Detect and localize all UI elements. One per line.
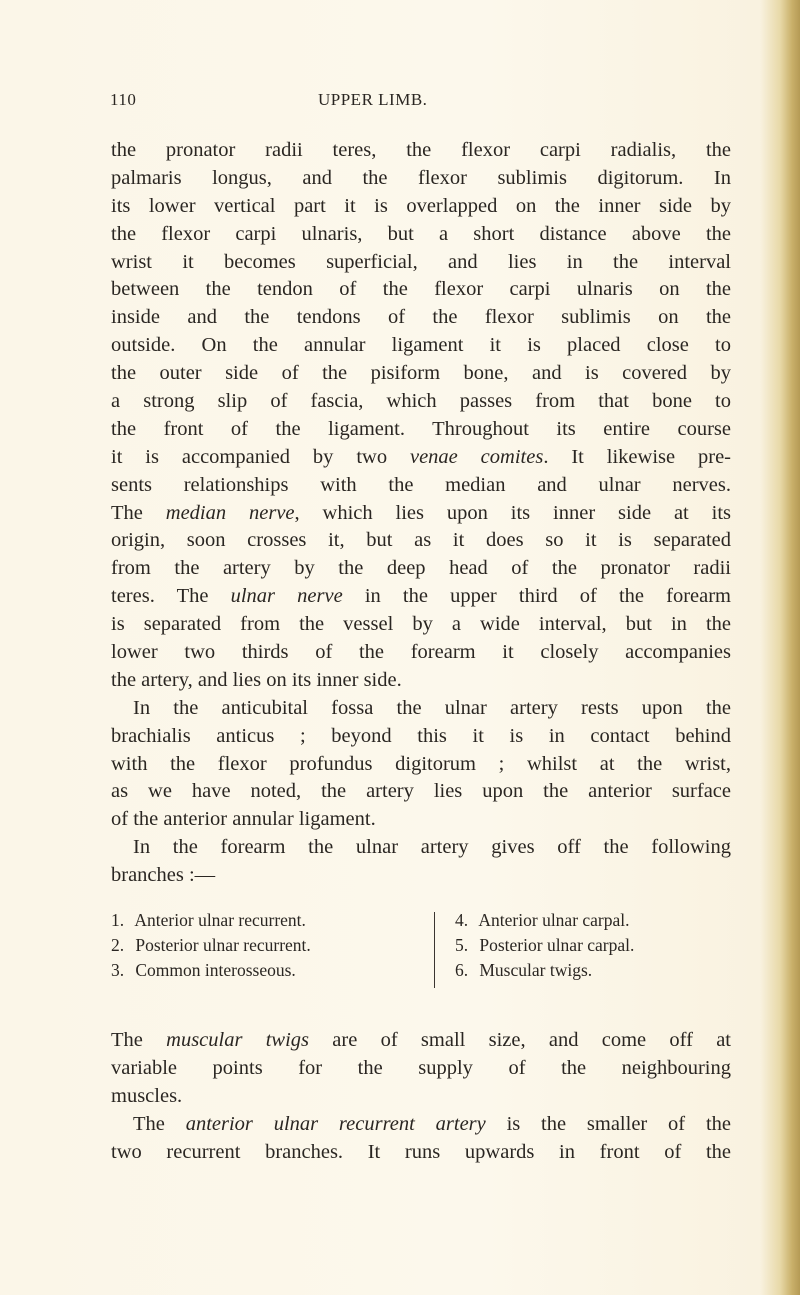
text-run: , which lies upon its inner side at its	[294, 501, 731, 524]
italic-term: ulnar nerve	[230, 585, 343, 608]
text-run: variable points for the supply of the neighbouring	[111, 1056, 731, 1079]
text-line	[111, 611, 731, 639]
text-line	[111, 416, 731, 444]
text-run: it is accompanied by two	[111, 445, 410, 468]
italic-term: venae comites	[409, 445, 544, 468]
text-run: palmaris longus, and the flexor sublimis digitorum. In	[111, 166, 731, 189]
text-line	[111, 639, 731, 667]
text-line	[111, 444, 731, 472]
text-run: outside. On the annular ligament it is placed close to	[111, 334, 731, 357]
text-run: origin, soon crosses it, but as it does so it is separated	[111, 529, 731, 552]
text-line	[111, 1055, 731, 1083]
page-number: 110	[110, 90, 137, 109]
text-run: two recurrent branches. It runs upwards in front of the	[111, 1140, 731, 1163]
text-line	[111, 778, 731, 806]
running-title: UPPER LIMB.	[318, 90, 428, 109]
branch-item	[455, 933, 715, 958]
branch-label: Muscular twigs.	[475, 960, 593, 980]
branch-number: 6.	[455, 960, 469, 980]
body-text-top	[111, 137, 731, 890]
text-line	[111, 304, 731, 332]
text-line	[111, 806, 731, 834]
text-run: muscles.	[111, 1084, 183, 1107]
branch-label: Posterior ulnar carpal.	[475, 935, 635, 955]
branch-item	[455, 908, 715, 933]
text-run: sents relationships with the median and ulnar nerves.	[111, 473, 731, 496]
text-line	[111, 862, 731, 890]
branch-item	[111, 933, 431, 958]
text-run: brachialis anticus ; beyond this it is in contact behind	[111, 724, 731, 747]
branch-number: 1.	[111, 910, 125, 930]
text-run: between the tendon of the flexor carpi ulnaris on the	[111, 278, 731, 301]
text-run: lower two thirds of the forearm it closely accompanies	[111, 641, 731, 664]
column-divider	[434, 912, 435, 988]
text-line	[111, 583, 731, 611]
branch-label: Anterior ulnar carpal.	[475, 910, 630, 930]
text-line	[111, 249, 731, 277]
branch-number: 5.	[455, 935, 469, 955]
branch-number: 3.	[111, 960, 125, 980]
text-line	[111, 667, 731, 695]
text-run: as we have noted, the artery lies upon the anterior surface	[111, 780, 731, 803]
text-line	[111, 193, 731, 221]
text-run: the flexor carpi ulnaris, but a short distance above the	[111, 222, 731, 245]
text-run: a strong slip of fascia, which passes from that bone to	[111, 390, 731, 413]
text-line	[111, 527, 731, 555]
text-run: the artery, and lies on its inner side.	[111, 668, 402, 691]
text-run: branches :—	[111, 864, 216, 887]
text-run: its lower vertical part it is overlapped on the inner side by	[111, 194, 731, 217]
text-line	[111, 834, 731, 862]
text-run: in the upper third of the forearm	[342, 585, 731, 608]
italic-term: median nerve	[165, 501, 295, 524]
text-line	[111, 276, 731, 304]
text-line	[111, 165, 731, 193]
text-run: of the anterior annular ligament.	[111, 808, 376, 831]
text-line	[111, 388, 731, 416]
branch-item	[111, 908, 431, 933]
text-run: The	[111, 1029, 167, 1051]
text-run: . It likewise pre-	[543, 445, 731, 468]
text-run: is separated from the vessel by a wide interval, but in the	[111, 613, 731, 636]
text-run: The	[111, 501, 166, 524]
text-line	[111, 221, 731, 249]
text-line	[111, 1139, 731, 1167]
text-run: In the anticubital fossa the ulnar artery rests upon the	[133, 696, 731, 719]
text-line	[111, 751, 731, 779]
text-run: are of small size, and come off at	[309, 1029, 731, 1051]
branches-column-right	[455, 908, 715, 983]
text-line	[111, 723, 731, 751]
text-line	[111, 1111, 731, 1139]
text-line	[111, 137, 731, 165]
text-line	[111, 472, 731, 500]
text-run: with the flexor profundus digitorum ; whilst at the wrist,	[111, 752, 731, 775]
text-line	[111, 360, 731, 388]
text-line	[111, 555, 731, 583]
text-run: The	[133, 1112, 186, 1135]
text-run: wrist it becomes superficial, and lies in the interval	[111, 250, 731, 273]
text-run: In the forearm the ulnar artery gives off the following	[133, 836, 731, 859]
branch-label: Posterior ulnar recurrent.	[131, 935, 311, 955]
branch-number: 4.	[455, 910, 469, 930]
branch-label: Anterior ulnar recurrent.	[131, 910, 306, 930]
text-run: inside and the tendons of the flexor sublimis on the	[111, 306, 731, 329]
body-text-bottom	[111, 1027, 731, 1166]
text-line	[111, 1027, 731, 1055]
text-run: the outer side of the pisiform bone, and is covered by	[111, 362, 731, 385]
text-run: teres. The	[111, 585, 231, 608]
text-run: the pronator radii teres, the flexor carpi radialis, the	[111, 139, 731, 161]
branches-column-left	[111, 908, 431, 983]
text-line	[111, 332, 731, 360]
italic-term: muscular twigs	[166, 1029, 310, 1051]
text-run: is the smaller of the	[485, 1112, 731, 1135]
text-run: from the artery by the deep head of the pronator radii	[111, 557, 731, 580]
branch-item	[111, 958, 431, 983]
branch-item	[455, 958, 715, 983]
text-line	[111, 1083, 731, 1111]
italic-term: anterior ulnar recurrent artery	[185, 1112, 486, 1135]
text-line	[111, 695, 731, 723]
branch-number: 2.	[111, 935, 125, 955]
text-run: the front of the ligament. Throughout its entire course	[111, 417, 731, 440]
text-line	[111, 500, 731, 528]
branch-label: Common interosseous.	[131, 960, 296, 980]
